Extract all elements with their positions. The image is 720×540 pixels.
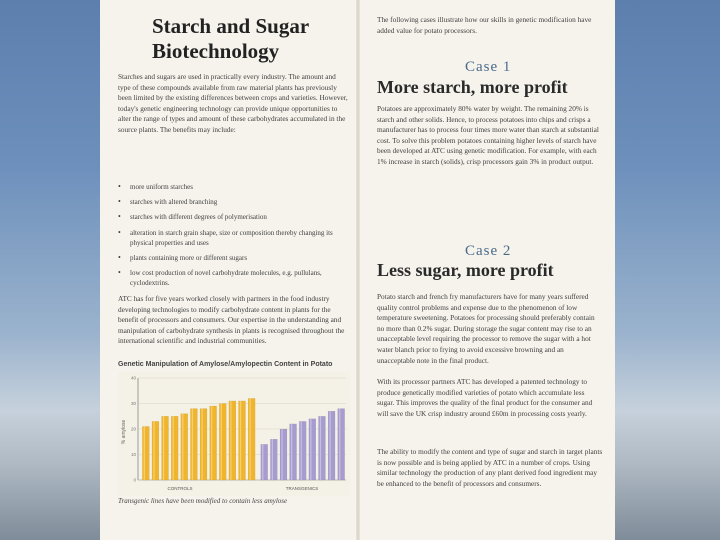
bar-control-lines-7	[200, 409, 207, 480]
title-line-2: Biotechnology	[152, 39, 280, 63]
lead-paragraph: The following cases illustrate how our skills in genetic modification have added value for potato processors.	[377, 15, 592, 35]
benefits-list	[118, 182, 348, 293]
x-label-transgenics: TRANSGENICS	[285, 486, 319, 491]
brochure-page	[100, 0, 615, 540]
bar-highlight	[153, 421, 154, 480]
x-label-controls: CONTROLS	[167, 486, 193, 491]
y-tick-label: 0	[133, 477, 136, 483]
chart-title: Genetic Manipulation of Amylose/Amylopectin Content in Potato	[118, 361, 333, 368]
bar-highlight	[163, 416, 164, 480]
page-title	[152, 14, 309, 64]
bar-transgenic-lines-17	[299, 421, 306, 480]
bar-highlight	[182, 414, 183, 480]
bar-highlight	[281, 429, 282, 480]
bar-highlight	[221, 404, 222, 481]
bar-highlight	[329, 411, 330, 480]
case-2-title: Less sugar, more profit	[377, 260, 554, 280]
bar-highlight	[230, 401, 231, 480]
bar-control-lines-5	[181, 414, 188, 480]
case-2-body: Potato starch and french fry manufacturers have for many years suffered quality control problems and expense due to the phenomenon of low temperature sweetening. Potatoes for processing should preferably contain no more than 0.2% sugar. During storage the sugar content may rise to an unacceptable level requiring the processor to remove the sugar with a hot water blanch prior to frying to avoid excessive browning and an unacceptable note in the final product.	[377, 292, 595, 365]
benefit-item: • starches with different degrees of polymerisation	[118, 212, 348, 222]
case-1-label: Case 1	[465, 59, 512, 75]
case-1-title: More starch, more profit	[377, 77, 568, 97]
bar-control-lines-3	[162, 416, 169, 480]
y-tick-label: 40	[130, 375, 136, 381]
closing-paragraph: The ability to modify the content and type of sugar and starch in target plants is now possible and is being applied by ATC in a number of crops. Using similar technology the production of any plant derived food ingredient may be enhanced to the benefit of processors and consumers.	[377, 447, 603, 488]
intro-paragraph: Starches and sugars are used in practically every industry. The amount and type of these compounds available from raw material plants has previously been limited by the existing differences between crops and varieties. However, today's genetic engineering technology can provide unique opportunities to alter the range of types and amount of these carbohydrates accumulated in the source plants. The benefits may include:	[118, 72, 348, 134]
chart-caption: Transgenic lines have been modified to contain less amylose	[118, 497, 288, 505]
benefit-item: • plants containing more or different sugars	[118, 253, 348, 263]
bar-control-lines-4	[171, 416, 178, 480]
case-2-label: Case 2	[465, 243, 512, 259]
bar-transgenic-lines-15	[280, 429, 287, 480]
bar-control-lines-6	[190, 409, 197, 480]
bar-highlight	[240, 401, 241, 480]
benefit-item: • more uniform starches	[118, 182, 348, 192]
bar-transgenic-lines-21	[338, 409, 345, 480]
bar-control-lines-2	[152, 421, 159, 480]
case-2-body-2: With its processor partners ATC has developed a patented technology to produce genetically modified varieties of potato which accumulate less sugar. This improves the quality of the final product for the consumer and will save the UK crisp industry around £60m in processing costs yearly.	[377, 377, 593, 418]
bar-highlight	[192, 409, 193, 480]
bar-highlight	[201, 409, 202, 480]
bar-control-lines-9	[219, 404, 226, 481]
y-axis-label: % amylose	[121, 419, 127, 445]
bar-highlight	[339, 409, 340, 480]
bar-transgenic-lines-16	[290, 424, 297, 480]
bar-transgenic-lines-19	[318, 416, 325, 480]
bar-transgenic-lines-13	[261, 444, 268, 480]
bar-highlight	[262, 444, 263, 480]
bar-highlight	[250, 398, 251, 480]
right-column	[377, 0, 603, 540]
bar-control-lines-11	[239, 401, 246, 480]
bar-highlight	[211, 406, 212, 480]
bar-control-lines-1	[142, 426, 149, 480]
bar-transgenic-lines-20	[328, 411, 335, 480]
y-tick-label: 20	[130, 426, 136, 432]
y-tick-label: 10	[130, 452, 136, 458]
bar-control-lines-8	[210, 406, 217, 480]
atc-paragraph: ATC has for five years worked closely with partners in the food industry developing technologies to modify carbohydrate content in plants for the benefit of processors and consumers. Our expertise in the understanding and manipulation of carbohydrate synthesis in plants is recognised throughout the international scientific and industrial communities.	[118, 294, 345, 346]
bar-highlight	[173, 416, 174, 480]
bar-control-lines-12	[248, 398, 255, 480]
bar-highlight	[272, 439, 273, 480]
title-line-1: Starch and Sugar	[152, 14, 310, 38]
bar-highlight	[301, 421, 302, 480]
y-tick-label: 30	[130, 401, 136, 407]
bar-highlight	[291, 424, 292, 480]
benefit-item: • alteration in starch grain shape, size or composition thereby changing its physical properties and uses	[118, 228, 348, 248]
bar-transgenic-lines-18	[309, 419, 316, 480]
bar-transgenic-lines-14	[270, 439, 277, 480]
case-1-body: Potatoes are approximately 80% water by weight. The remaining 20% is starch and other solids. Hence, to process potatoes into chips and crisps a manufacturer has to process four times more water than starch at substantial cost. To solve this problem potatoes containing higher levels of starch have been developed at ATC using genetic modification. For example, with each 1% increase in starch (solids), crisp processors gain 3% in product output.	[377, 104, 599, 166]
bar-highlight	[320, 416, 321, 480]
bar-control-lines-10	[229, 401, 236, 480]
left-column	[118, 0, 350, 540]
benefit-item: • low cost production of novel carbohydrate molecules, e.g. pullulans, cyclodextrins.	[118, 268, 348, 288]
bar-highlight	[144, 426, 145, 480]
amylose-bar-chart	[118, 372, 350, 496]
bar-highlight	[310, 419, 311, 480]
benefit-item: • starches with altered branching	[118, 197, 348, 207]
